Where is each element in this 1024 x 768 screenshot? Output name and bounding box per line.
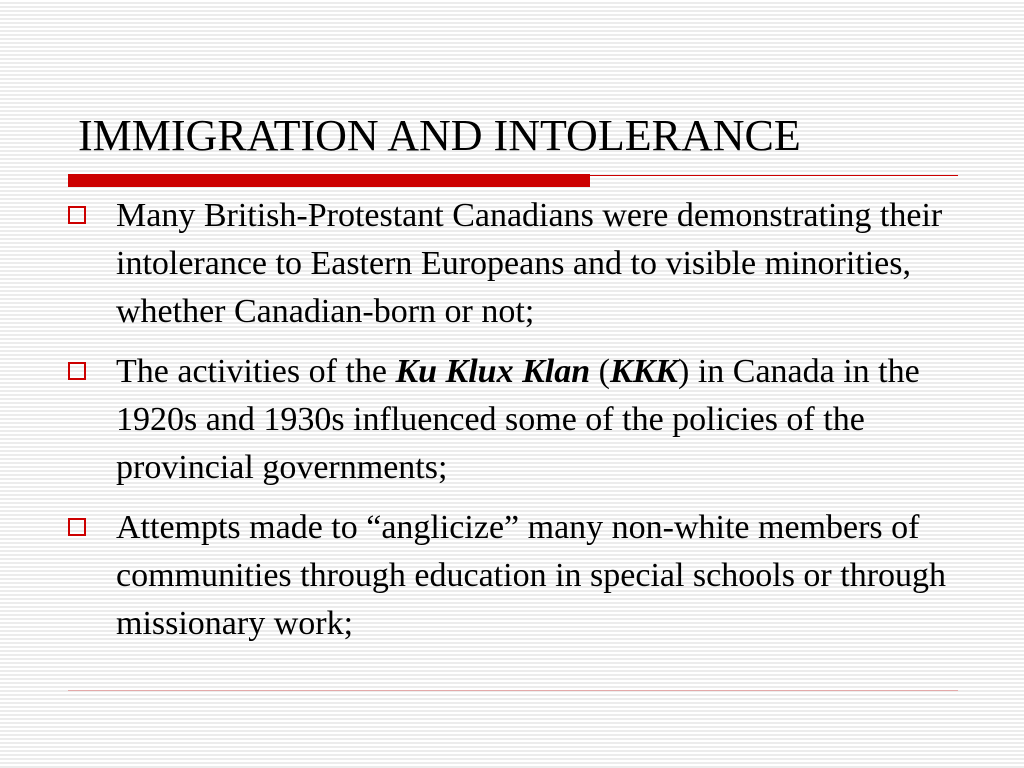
bullet-text-3: Attempts made to “anglicize” many non-white members of communities through education in special schools or through missionary work; [116,509,947,642]
bottom-divider [68,690,958,691]
bullet-text-2b: ( [590,353,610,390]
bullet-item-1 [66,192,956,336]
bullet-text-2a: The activities of the [116,353,396,390]
title-underline-thick [68,174,590,187]
hollow-square-bullet-icon [68,206,86,224]
title-underline-thin [590,175,958,176]
bullet-text-1: Many British-Protestant Canadians were demonstrating their intolerance to Eastern Europeans and to visible minorities, whether Canadian-born or not; [116,197,943,330]
kkk-abbreviation: KKK [609,353,678,390]
hollow-square-bullet-icon [68,518,86,536]
bullet-item-3 [66,504,956,648]
bullet-item-2 [66,348,956,492]
hollow-square-bullet-icon [68,362,86,380]
slide-title: IMMIGRATION AND INTOLERANCE [78,111,801,160]
bullet-text-2c: ) in Canada in the 1920s and 1930s influenced some of the policies of the provincial governments; [116,353,920,486]
bullet-list [66,192,956,660]
kkk-full-name: Ku Klux Klan [395,353,591,390]
